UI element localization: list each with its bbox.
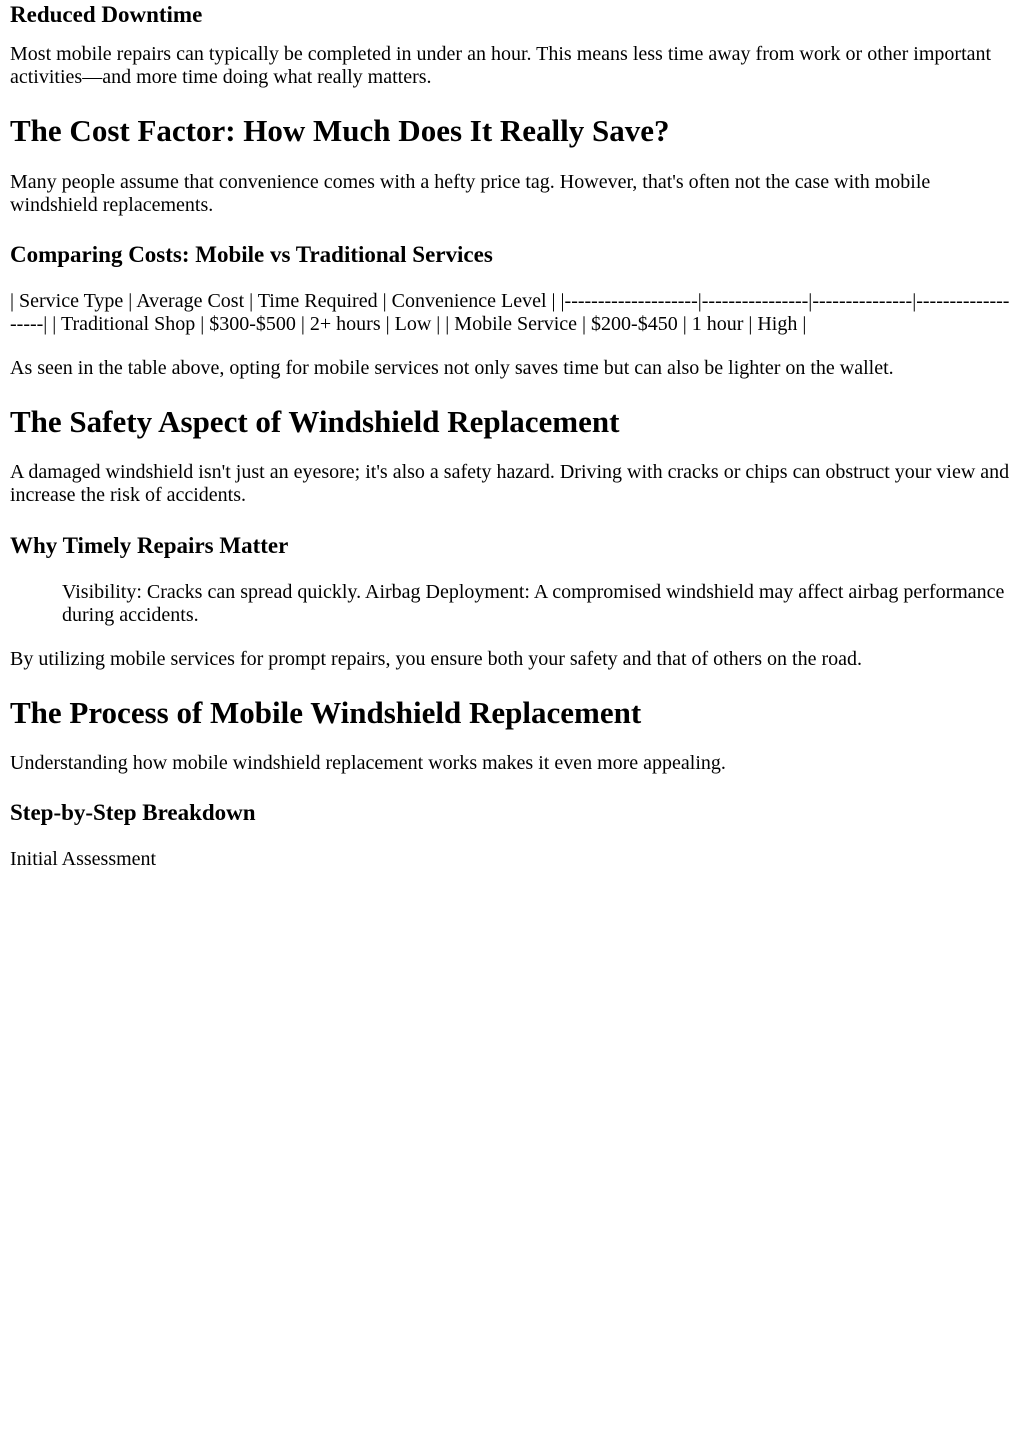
cost-comparison-table-text: | Service Type | Average Cost | Time Required | Convenience Level | |--------------------|----------------|---------------|-------------------| | Traditional Shop | $300-$500 | 2+ hours | Low | | Mobile Service | $200-$450 | 1 hour | High | <box>10 289 1010 335</box>
heading-reduced-downtime: Reduced Downtime <box>10 2 203 27</box>
paragraph-prompt-repairs: By utilizing mobile services for prompt repairs, you ensure both your safety and that of others on the road. <box>10 647 863 670</box>
heading-comparing-costs: Comparing Costs: Mobile vs Traditional Services <box>10 242 493 268</box>
paragraph-reduced-downtime: Most mobile repairs can typically be completed in under an hour. This means less time away from work or other important activities—and more time doing what really matters. <box>10 43 992 89</box>
paragraph-safety-aspect: A damaged windshield isn't just an eyesore; it's also a safety hazard. Driving with cracks or chips can obstruct your view and increase the risk of accidents. <box>10 461 1010 507</box>
blockquote-timely-repairs: Visibility: Cracks can spread quickly. Airbag Deployment: A compromised windshield may affect airbag performance during accidents. <box>62 580 1005 626</box>
heading-step-by-step: Step-by-Step Breakdown <box>10 800 256 826</box>
step-initial-assessment: Initial Assessment <box>10 847 157 870</box>
heading-cost-factor: The Cost Factor: How Much Does It Really Save? <box>10 113 670 149</box>
paragraph-process: Understanding how mobile windshield replacement works makes it even more appealing. <box>10 752 726 775</box>
heading-process: The Process of Mobile Windshield Replacement <box>10 694 642 730</box>
article-body <box>0 2 1024 871</box>
heading-timely-repairs: Why Timely Repairs Matter <box>10 533 289 559</box>
paragraph-cost-factor: Many people assume that convenience comes with a hefty price tag. However, that's often not the case with mobile windshield replacements. <box>10 171 931 217</box>
heading-safety-aspect: The Safety Aspect of Windshield Replacement <box>10 403 620 439</box>
paragraph-table-note: As seen in the table above, opting for mobile services not only saves time but can also be lighter on the wallet. <box>10 356 894 379</box>
